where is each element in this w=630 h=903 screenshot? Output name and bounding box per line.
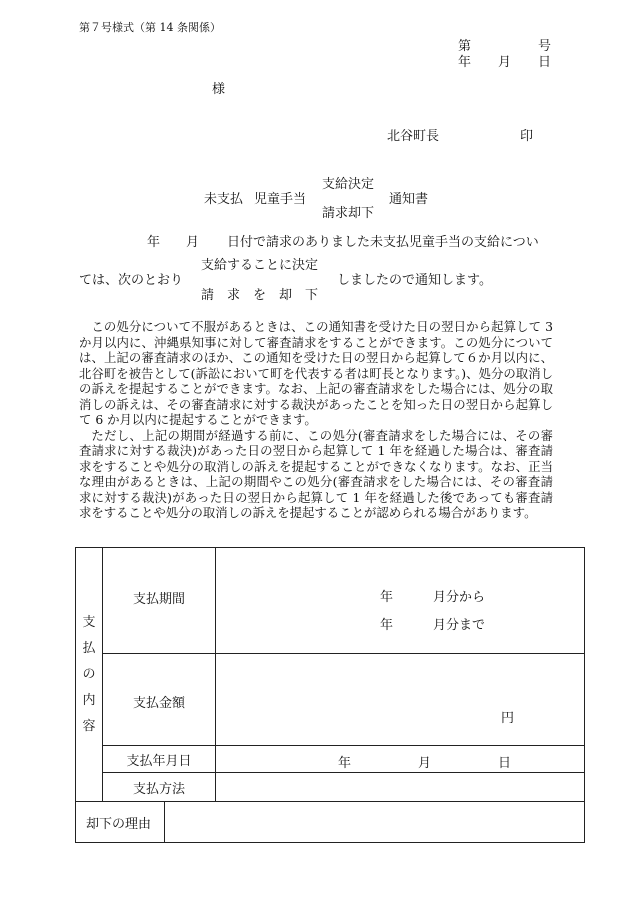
rejection-reason-label: 却下の理由 xyxy=(76,802,165,843)
form-number: 第７号様式（第 14 条関係） xyxy=(79,21,221,34)
amount-unit: 円 xyxy=(501,711,515,726)
payment-amount-value xyxy=(216,654,585,746)
payment-period-value xyxy=(216,548,585,654)
title-option-approve: 支給決定 xyxy=(322,177,375,192)
payment-method-value xyxy=(216,773,585,802)
payment-contents-header: 支 払 の 内 容 xyxy=(76,548,103,802)
appeal-notice xyxy=(79,319,553,521)
intro-line1: 日付で請求のありました未支払児童手当の支給につい xyxy=(227,235,539,250)
date-day: 日 xyxy=(538,55,552,70)
date-month: 月 xyxy=(498,55,512,70)
appeal-paragraph-1: この処分について不服があるときは、この通知書を受けた日の翌日から起算して 3 か月以内に、沖縄県知事に対して審査請求をすることができます。この処分については、上記の審査請求のほか、この通知を受けた日の翌日から起算して６か月以内に、北谷町を被告として(訴訟において町を代表する者は町長となります。)、処分の取消しの訴えを提起することができます。なお、上記の審査請求をした場合には、処分の取消しの訴えは、その審査請求に対する裁決があったことを知った日の翌日から起算して 6 か月以内に提起することができます。 xyxy=(79,319,553,427)
appeal-paragraph-2: ただし、上記の期間が経過する前に、この処分(審査請求をした場合には、その審査請求に対する裁決)があった日の翌日から起算して 1 年を経過した場合は、審査請求をすることや処分の取消しの訴えを提起することができなくなります。なお、正当な理由があるときは、上記の期間やこの処分(審査請求をした場合には、その審査請求に対する裁決)があった日の翌日から起算して 1 年を経過した後であっても審査請求をすることや処分の取消しの訴えを提起することが認められる場合があります。 xyxy=(79,427,553,520)
period-to-year: 年 xyxy=(380,618,394,633)
payment-date-day: 日 xyxy=(498,756,512,771)
title-option-reject: 請求却下 xyxy=(322,206,375,221)
payment-method-label: 支払方法 xyxy=(103,773,216,802)
intro-option-approve: 支給することに決定 xyxy=(201,258,319,273)
payment-amount-label: 支払金額 xyxy=(103,654,216,746)
recipient-honorific: 様 xyxy=(212,82,226,97)
title-prefix: 未支払 xyxy=(204,192,244,207)
date-year: 年 xyxy=(458,55,472,70)
period-from-month: 月分から xyxy=(433,590,486,605)
intro-line2-prefix: ては、次のとおり xyxy=(79,273,184,288)
intro-month: 月 xyxy=(186,235,200,250)
period-to-month: 月分まで xyxy=(433,618,486,633)
number-suffix: 号 xyxy=(538,39,552,54)
intro-year: 年 xyxy=(147,235,161,250)
period-from-year: 年 xyxy=(380,590,394,605)
title-middle: 児童手当 xyxy=(254,192,307,207)
payment-date-year: 年 xyxy=(338,756,352,771)
payment-date-label: 支払年月日 xyxy=(103,746,216,773)
intro-line2-suffix: しましたので通知します。 xyxy=(337,273,492,288)
seal-mark: 印 xyxy=(520,129,534,144)
payment-details-table xyxy=(75,547,585,843)
rejection-reason-value xyxy=(165,802,585,843)
title-suffix: 通知書 xyxy=(389,192,429,207)
payment-date-month: 月 xyxy=(418,756,432,771)
intro-option-reject: 請 求 を 却 下 xyxy=(201,288,319,303)
sender-title: 北谷町長 xyxy=(387,129,440,144)
payment-period-label: 支払期間 xyxy=(103,548,216,654)
payment-date-value xyxy=(216,746,585,773)
number-prefix: 第 xyxy=(458,39,472,54)
